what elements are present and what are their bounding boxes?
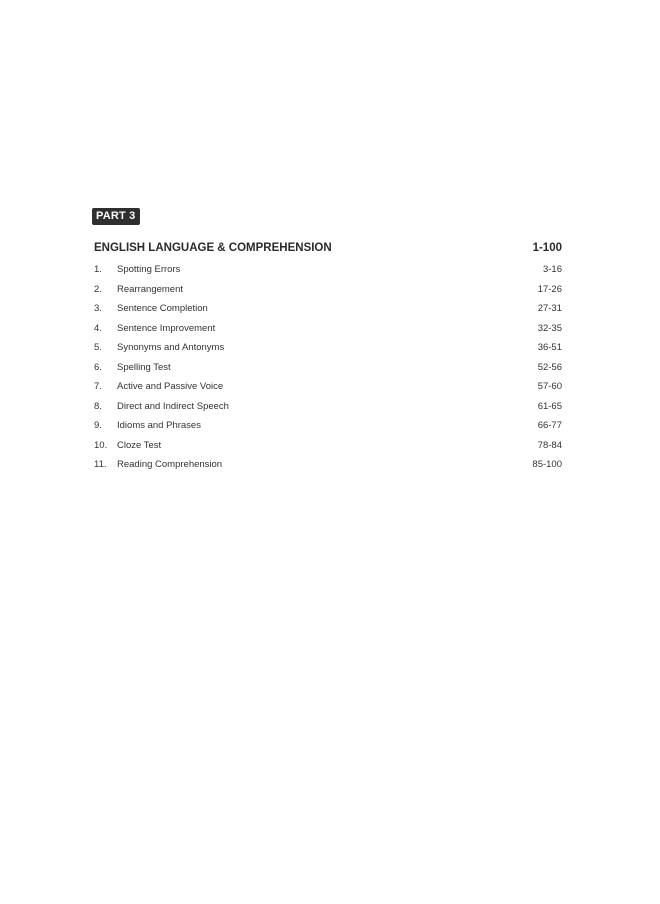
toc-entry <box>94 416 562 436</box>
toc-entry <box>94 397 562 417</box>
toc-entry-pages: 66-77 <box>537 420 562 432</box>
section-page-range: 1-100 <box>532 242 562 254</box>
toc-entry-number: 5. <box>94 342 102 354</box>
toc-entry <box>94 338 562 358</box>
toc-entry-title: Synonyms and Antonyms <box>117 342 225 354</box>
section-title: ENGLISH LANGUAGE & COMPREHENSION <box>94 242 332 254</box>
toc-entry-pages: 36-51 <box>537 342 562 354</box>
toc-entry-title: Cloze Test <box>117 439 162 451</box>
toc-entry-pages: 78-84 <box>537 439 562 451</box>
toc-entry-title: Active and Passive Voice <box>117 381 224 393</box>
toc-entry-pages: 57-60 <box>537 381 562 393</box>
toc-entry-title: Direct and Indirect Speech <box>117 400 229 412</box>
toc-entry-title: Idioms and Phrases <box>117 420 201 432</box>
toc-entry-pages: 61-65 <box>537 400 562 412</box>
toc-entry <box>94 299 562 319</box>
toc-entry-number: 8. <box>94 400 102 412</box>
toc-entry <box>94 358 562 378</box>
toc-entry-title: Sentence Completion <box>117 303 208 315</box>
toc-entry-pages: 32-35 <box>537 322 562 334</box>
toc-entry <box>94 280 562 300</box>
toc-entry-number: 2. <box>94 283 102 295</box>
toc-entry-number: 4. <box>94 322 102 334</box>
table-of-contents <box>94 260 562 475</box>
toc-entry-pages: 27-31 <box>537 303 562 315</box>
toc-entry-number: 7. <box>94 381 102 393</box>
toc-entry-number: 10. <box>94 439 108 451</box>
section-header <box>94 240 562 256</box>
toc-entry-number: 6. <box>94 361 102 373</box>
toc-entry-title: Spotting Errors <box>117 264 181 276</box>
part-badge: PART 3 <box>92 208 140 225</box>
toc-entry-pages: 52-56 <box>537 361 562 373</box>
toc-entry-title: Rearrangement <box>117 283 184 295</box>
toc-entry-number: 3. <box>94 303 102 315</box>
toc-entry-title: Sentence Improvement <box>117 322 216 334</box>
toc-entry <box>94 436 562 456</box>
toc-entry-pages: 85-100 <box>532 459 562 471</box>
toc-entry-pages: 3-16 <box>542 264 562 276</box>
toc-entry <box>94 319 562 339</box>
toc-entry-number: 11. <box>94 459 107 471</box>
toc-entry-number: 1. <box>94 264 102 276</box>
toc-entry <box>94 455 562 475</box>
toc-entry-title: Spelling Test <box>117 361 171 373</box>
toc-entry-pages: 17-26 <box>537 283 562 295</box>
toc-entry <box>94 377 562 397</box>
toc-entry-number: 9. <box>94 420 102 432</box>
toc-entry <box>94 260 562 280</box>
toc-entry-title: Reading Comprehension <box>117 459 223 471</box>
